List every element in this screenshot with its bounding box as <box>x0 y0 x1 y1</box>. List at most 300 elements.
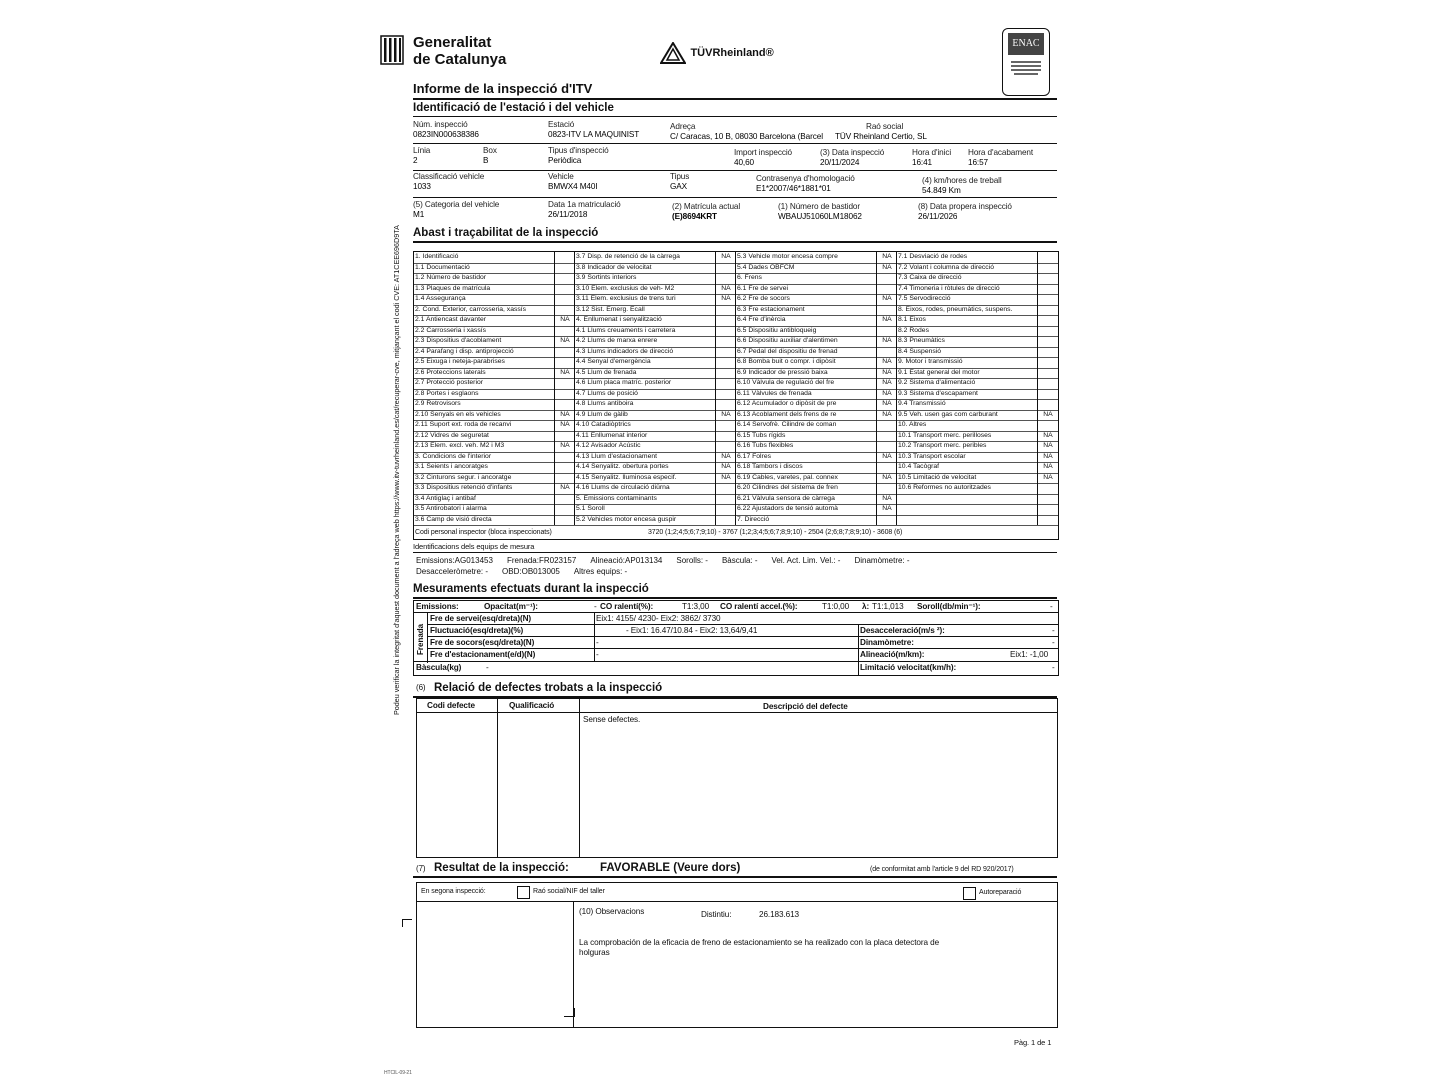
categoria-value: M1 <box>413 210 425 219</box>
abast-item-status <box>877 347 896 358</box>
abast-item: 6.15 Tubs rígids <box>737 431 786 439</box>
abast-item: 2.10 Senyals en els vehicles <box>415 410 501 418</box>
col-descripcio: Descripció del defecte <box>763 702 848 711</box>
abast-item-status <box>716 483 735 494</box>
abast-item-status <box>1038 336 1057 347</box>
abast-item: 10. Altres <box>898 421 927 428</box>
abast-item-status: NA <box>882 505 892 512</box>
abast-item: 4.10 Catadiòptrics <box>576 421 631 428</box>
abast-item-status: NA <box>1043 452 1053 460</box>
tipus-inspeccio-label: Tipus d'inspecció <box>548 146 609 155</box>
abast-item-status <box>716 494 735 505</box>
abast-item-status: NA <box>882 295 892 302</box>
abast-item: 4.14 Senyalitz. obertura portes <box>576 463 669 470</box>
abast-item: 4.7 Llums de posició <box>576 389 638 397</box>
abast-item-status <box>1038 515 1057 526</box>
abast-item: 1.4 Assegurança <box>415 295 466 302</box>
abast-item: 3.1 Seients i ancoratges <box>415 463 488 470</box>
abast-item: 1.3 Plaques de matrícula <box>415 284 491 292</box>
classificacio-value: 1033 <box>413 182 431 191</box>
abast-item: 4.11 Enllumenat interior <box>576 431 648 439</box>
abast-item: 9.5 Veh. usen gas com carburant <box>898 410 998 418</box>
abast-item-status <box>555 473 574 484</box>
abast-item-status: NA <box>1043 463 1053 470</box>
abast-item: 4.4 Senyal d'emergència <box>576 358 651 365</box>
abast-item-status <box>716 336 735 347</box>
abast-item: 3. Condicions de l'interior <box>415 452 492 460</box>
contrasenya-label: Contrasenya d'homologació <box>756 174 855 183</box>
abast-item-status <box>555 284 574 295</box>
abast-item: 6.20 Cilindres del sistema de fren <box>737 484 838 491</box>
abast-item-status: NA <box>560 368 570 376</box>
abast-item: 6.2 Fre de socors <box>737 295 790 302</box>
defectes-title: Relació de defectes trobats a la inspecció <box>434 682 663 694</box>
abast-item: 4. Enllumenat i senyalització <box>576 316 662 323</box>
matricula-label: (2) Matrícula actual <box>672 202 741 211</box>
fre-servei-label: Fre de servei(esq/dreta)(N) <box>430 614 532 623</box>
autoreparacio-label: Autoreparació <box>979 889 1022 896</box>
abast-item: 8.3 Pneumàtics <box>898 337 945 344</box>
abast-item: 6.6 Dispositiu auxiliar d'alentimen <box>737 337 838 344</box>
abast-item-status: NA <box>882 379 892 386</box>
abast-item-status: NA <box>1043 473 1053 481</box>
abast-item: 9.3 Sistema d'escapament <box>898 389 978 397</box>
abast-item: 9.1 Estat general del motor <box>898 368 980 376</box>
abast-item-status: NA <box>560 421 570 428</box>
abast-item: 6.22 Ajustadors de tensió automà <box>737 505 838 512</box>
opacitat-value: - <box>594 602 597 611</box>
fre-estacionament-label: Fre d'estacionament(e/d)(N) <box>430 650 536 659</box>
abast-item: 5.4 Dades OBFCM <box>737 263 795 271</box>
abast-item-status <box>555 263 574 274</box>
hora-inici-label: Hora d'inici <box>912 148 952 157</box>
abast-item-status: NA <box>560 484 570 491</box>
abast-item: 6.9 Indicador de pressió baixa <box>737 368 828 376</box>
dinamometre-value: - <box>1052 638 1055 647</box>
enac-logo-text: ENAC <box>1008 33 1044 55</box>
soroll-label: Soroll(db/min⁻¹): <box>917 602 981 611</box>
abast-item-status: NA <box>721 463 731 470</box>
abast-title: Abast i traçabilitat de la inspecció <box>413 227 599 239</box>
col-qualificacio: Qualificació <box>509 701 555 710</box>
abast-item-status <box>555 389 574 400</box>
abast-item: 2.12 Vidres de seguretat <box>415 431 489 439</box>
abast-item: 2.5 Eixuga i neteja-parabrises <box>415 358 505 365</box>
abast-item-status <box>1038 368 1057 379</box>
km-value: 54.849 Km <box>922 186 961 195</box>
abast-item: 7.4 Timoneria i ròtules de direcció <box>898 284 1000 292</box>
co-accel-value: T1:0,00 <box>822 602 850 611</box>
box-value: B <box>483 156 489 165</box>
abast-item-status <box>555 326 574 337</box>
abast-item-status <box>716 357 735 368</box>
abast-item-status <box>716 389 735 400</box>
abast-item-status <box>555 305 574 316</box>
abast-item-status: NA <box>1043 410 1053 418</box>
bascula-label: Bàscula(kg) <box>416 663 462 672</box>
opacitat-label: Opacitat(m⁻¹): <box>484 602 538 611</box>
rao-taller-label: Raó social/NIF del taller <box>533 888 605 895</box>
abast-item-status <box>716 504 735 515</box>
co-ralenti-value: T1:3,00 <box>682 602 710 611</box>
abast-item: 7. Direcció <box>737 515 770 523</box>
abast-item: 3.11 Elem. exclusius de trens turi <box>576 295 676 302</box>
abast-item-status <box>555 273 574 284</box>
hora-acabament-label: Hora d'acabament <box>968 148 1034 157</box>
abast-item: 9.4 Transmissió <box>898 400 946 407</box>
abast-item-status <box>716 263 735 274</box>
distintiu-value: 26.183.613 <box>759 910 799 919</box>
fre-estacionament-value: - <box>596 650 599 659</box>
abast-item-status <box>877 462 896 473</box>
frenada-vertical-label: Frenada <box>416 623 425 655</box>
abast-item-status <box>877 273 896 284</box>
abast-item: 8. Eixos, rodes, pneumàtics, suspens. <box>898 305 1013 313</box>
abast-item-status: NA <box>882 452 892 460</box>
org-name-line1: Generalitat <box>413 34 492 51</box>
abast-item: 1. Identificació <box>415 253 459 260</box>
equip-item: OBD:OB013005 <box>502 567 560 576</box>
abast-item-status <box>555 431 574 442</box>
report-title: Informe de la inspecció d'ITV <box>413 81 593 96</box>
abast-item: 4.8 Llums antiboira <box>576 400 634 407</box>
abast-item-status <box>1038 420 1057 431</box>
abast-item-status <box>1038 389 1057 400</box>
abast-item: 3.8 Indicador de velocitat <box>576 263 652 271</box>
abast-item: 8.4 Suspensió <box>898 347 942 355</box>
abast-item: 6.21 Vàlvula sensora de càrrega <box>737 494 835 502</box>
abast-item-status <box>716 420 735 431</box>
desacceleracio-value: - <box>1052 626 1055 635</box>
co-accel-label: CO ralentí accel.(%): <box>720 602 798 611</box>
fluctuacio-label: Fluctuació(esq/dreta)(%) <box>430 626 524 635</box>
linia-label: Línia <box>413 146 431 155</box>
estacio-value: 0823-ITV LA MAQUINIST <box>548 130 640 139</box>
abast-item: 4.16 Llums de circulació diürna <box>576 484 670 491</box>
abast-item-status: NA <box>721 473 731 481</box>
abast-item: 6.3 Fre estacionament <box>737 305 805 313</box>
resultat-num: (7) <box>416 864 426 873</box>
import-label: Import inspecció <box>734 148 793 157</box>
limitacio-value: - <box>1052 663 1055 672</box>
equip-item: Frenada:FR023157 <box>506 556 577 565</box>
bascula-value: - <box>486 663 489 672</box>
equip-item: Alineació:AP013134 <box>590 556 663 565</box>
enac-logo <box>1002 28 1050 96</box>
alineacio-value: Eix1: -1,00 <box>1010 650 1049 659</box>
abast-item: 5.2 Vehicles motor encesa guspir <box>576 515 677 523</box>
abast-item-status <box>1038 399 1057 410</box>
page-number: Pàg. 1 de 1 <box>1014 1038 1052 1047</box>
abast-item: 6.8 Bomba buit o compr. i dipòsit <box>737 358 836 365</box>
desacceleracio-label: Desacceleració(m/s ²): <box>860 626 945 635</box>
resultat-value: FAVORABLE (Veure dors) <box>600 862 741 874</box>
num-inspeccio-label: Núm. inspecció <box>413 120 468 129</box>
abast-item: 2.11 Suport ext. roda de recanvi <box>415 421 512 428</box>
abast-item-status: NA <box>721 253 731 260</box>
tipus-label: Tipus <box>670 172 690 181</box>
bastidor-value: WBAUJ51060LM18062 <box>778 212 862 221</box>
autoreparacio-checkbox[interactable] <box>963 887 976 900</box>
abast-item-status <box>1038 284 1057 295</box>
abast-item: 2.2 Carrosseria i xassís <box>415 326 487 334</box>
tipus-value: GAX <box>670 182 687 191</box>
abast-item: 10.5 Limitació de velocitat <box>898 473 977 481</box>
footer-code: HTCIL-09-21 <box>384 1070 412 1076</box>
abast-item-status <box>1038 252 1057 263</box>
abast-item-status: NA <box>882 358 892 365</box>
abast-item-status <box>555 399 574 410</box>
abast-item: 10.4 Tacògraf <box>898 463 940 470</box>
abast-item: 5.3 Vehicle motor encesa compre <box>737 253 838 260</box>
resultat-title: Resultat de la inspecció: <box>434 862 569 874</box>
abast-item: 2.8 Portes i esglaons <box>415 389 479 397</box>
abast-item: 3.9 Sortints interiors <box>576 274 637 281</box>
abast-item: 6.10 Vàlvula de regulació del fre <box>737 379 835 386</box>
observacions-text-line1: La comprobación de la eficacia de freno de estacionamiento se ha realizado con la placa detectora de <box>579 938 940 947</box>
categoria-label: (5) Categoria del vehicle <box>413 200 500 209</box>
abast-item-status <box>1038 494 1057 505</box>
abast-item: 2.1 Antiencast davanter <box>415 316 487 323</box>
abast-item: 9.2 Sistema d'alimentació <box>898 379 976 386</box>
abast-item-status <box>716 368 735 379</box>
taller-checkbox[interactable] <box>517 886 530 899</box>
fre-servei-value: Eix1: 4155/ 4230- Eix2: 3862/ 3730 <box>596 614 721 623</box>
adreca-label: Adreça <box>670 122 696 131</box>
abast-item: 4.1 Llums creuaments i carretera <box>576 326 676 334</box>
dinamometre-label: Dinamòmetre: <box>860 638 914 647</box>
abast-item: 2.3 Dispositius d'acoblament <box>415 337 502 344</box>
data-matriculacio-label: Data 1a matriculació <box>548 200 621 209</box>
abast-item-status <box>716 515 735 526</box>
abast-item: 7.2 Volant i columna de direcció <box>898 263 994 271</box>
abast-item-status <box>877 441 896 452</box>
abast-item-status <box>716 378 735 389</box>
abast-item: 8.2 Rodes <box>898 326 929 334</box>
abast-item: 10.1 Transport merc. perilloses <box>898 431 992 439</box>
abast-item-status: NA <box>721 410 731 418</box>
abast-item-status <box>555 494 574 505</box>
side-verification-text: Podeu verificar la integritat d'aquest document a l'adreça web https://www.itv-tuvrheinland.es/cat/recuperar-cve, mitjançant el codi CVE: AT1CEE696D9TA <box>392 225 401 715</box>
abast-item: 3.12 Sist. Emerg. Ecall <box>576 305 645 313</box>
alineacio-label: Alineació(m/km): <box>860 650 925 659</box>
defectes-table <box>416 698 1058 858</box>
abast-item-status <box>716 326 735 337</box>
tuv-logo-text: TÜVRheinland® <box>690 47 774 59</box>
abast-item-status <box>1038 357 1057 368</box>
abast-item: 2.9 Retrovisors <box>415 400 461 407</box>
abast-item: 1.2 Número de bastidor <box>415 274 487 281</box>
contrasenya-value: E1*2007/46*1881*01 <box>756 184 831 193</box>
mesuraments-title: Mesuraments efectuats durant la inspecció <box>413 583 649 595</box>
abast-item-status: NA <box>882 316 892 323</box>
rao-social-label: Raó social <box>866 122 904 131</box>
abast-item <box>897 494 1037 505</box>
vehicle-value: BMWX4 M40I <box>548 182 598 191</box>
abast-item-status <box>716 399 735 410</box>
equips-line-1 <box>416 556 924 565</box>
abast-item: 6. Frens <box>737 274 762 281</box>
abast-item-status: NA <box>721 284 731 292</box>
abast-item-status: NA <box>882 253 892 260</box>
abast-item: 8.1 Eixos <box>898 316 926 323</box>
resultat-box <box>416 882 1058 1028</box>
distintiu-label: Distintiu: <box>701 910 732 919</box>
abast-item-status <box>555 504 574 515</box>
abast-item: 6.18 Tambors i discos <box>737 463 803 470</box>
abast-item: 3.5 Antirobatori i alarma <box>415 505 487 512</box>
abast-item-status <box>1038 378 1057 389</box>
abast-item: 2.7 Protecció posterior <box>415 379 484 386</box>
generalitat-emblem-icon <box>380 34 404 66</box>
abast-item: 2. Cond. Exterior, carrosseria, xassís <box>415 305 527 313</box>
rao-social-value: TÜV Rheinland Certio, SL <box>835 132 927 141</box>
abast-item-status <box>716 273 735 284</box>
abast-item-status: NA <box>882 368 892 376</box>
abast-item-status <box>877 284 896 295</box>
limitacio-label: Limitació velocitat(km/h): <box>860 663 957 672</box>
abast-item: 5.1 Soroll <box>576 505 605 512</box>
tuv-logo <box>660 42 774 64</box>
abast-item-status: NA <box>721 452 731 460</box>
import-value: 40,60 <box>734 158 754 167</box>
abast-item-status: NA <box>882 337 892 344</box>
abast-item: 4.6 Llum placa matríc. posterior <box>576 379 672 386</box>
fre-socors-label: Fre de socors(esq/dreta)(N) <box>430 638 535 647</box>
resultat-note: (de conformitat amb l'article 9 del RD 920/2017) <box>870 866 1014 873</box>
abast-item: 6.1 Fre de servei <box>737 284 788 292</box>
col-codi-defecte: Codi defecte <box>427 701 475 710</box>
tuv-triangle-icon <box>660 42 686 64</box>
abast-item-status <box>555 357 574 368</box>
equip-item: Vel. Act. Lim. Vel.: - <box>771 556 841 565</box>
abast-item-status <box>716 305 735 316</box>
abast-item-status <box>1038 504 1057 515</box>
abast-item-status <box>1038 347 1057 358</box>
abast-item: 4.15 Senyalitz. lluminosa especif. <box>576 473 677 481</box>
vehicle-label: Vehicle <box>548 172 574 181</box>
abast-item-status: NA <box>1043 431 1053 439</box>
abast-item-status <box>1038 326 1057 337</box>
abast-item: 4.3 Llums indicadors de direcció <box>576 347 674 355</box>
abast-item: 9. Motor i transmissió <box>898 358 963 365</box>
abast-item: 6.11 Vàlvules de frenada <box>737 389 812 397</box>
box-label: Box <box>483 146 497 155</box>
abast-item: 6.4 Fre d'inèrcia <box>737 316 786 323</box>
abast-item: 3.10 Elem. exclusius de veh- M2 <box>576 284 675 292</box>
abast-item-status: NA <box>882 263 892 271</box>
soroll-value: - <box>1050 602 1053 611</box>
fluctuacio-value: - Eix1: 16.47/10.84 - Eix2: 13,64/9,41 <box>626 626 758 635</box>
equip-item: Dinamòmetre: - <box>854 556 910 565</box>
segona-inspeccio-label: En segona inspecció: <box>421 888 486 895</box>
abast-item-status <box>716 315 735 326</box>
abast-item: 3.6 Camp de visió directa <box>415 515 492 523</box>
abast-item-status <box>877 305 896 316</box>
abast-item-status <box>555 252 574 263</box>
tipus-inspeccio-value: Periòdica <box>548 156 582 165</box>
defectes-num: (6) <box>416 683 426 692</box>
abast-item: 10.6 Reformes no autoritzades <box>898 484 991 491</box>
abast-item-status <box>555 515 574 526</box>
abast-item: 3.7 Disp. de retenció de la càrrega <box>576 253 680 260</box>
abast-item-status: NA <box>560 410 570 418</box>
lambda-label: λ: <box>862 602 870 611</box>
matricula-value: (E)8694KRT <box>672 212 717 221</box>
abast-item: 6.17 Folres <box>737 452 772 460</box>
abast-item: 6.19 Cables, varetes, pal. connex <box>737 473 838 481</box>
abast-item-status <box>555 452 574 463</box>
identification-title: Identificació de l'estació i del vehicle <box>413 102 614 114</box>
bastidor-label: (1) Número de bastidor <box>778 202 860 211</box>
abast-item <box>897 515 1037 526</box>
abast-item: 6.7 Pedal del dispositiu de frenad <box>737 347 838 355</box>
emissions-label: Emissions: <box>416 602 459 611</box>
km-label: (4) km/hores de treball <box>922 176 1002 185</box>
equip-item: Bàscula: - <box>721 556 758 565</box>
data-propera-label: (8) Data propera inspecció <box>918 202 1012 211</box>
abast-item-status <box>555 378 574 389</box>
abast-item-status <box>555 347 574 358</box>
abast-item: 4.5 Llum de frenada <box>576 368 637 376</box>
abast-item: 2.6 Proteccions laterals <box>415 368 486 376</box>
abast-item: 4.12 Avisador Acústic <box>576 442 641 449</box>
abast-item-status <box>716 347 735 358</box>
abast-item: 4.13 Llum d'estacionament <box>576 452 658 460</box>
abast-item-status: NA <box>560 316 570 323</box>
abast-item-status <box>716 431 735 442</box>
equip-item: Sorolls: - <box>676 556 708 565</box>
abast-item: 7.5 Servodirecció <box>898 295 951 302</box>
num-inspeccio-value: 0823IN000638386 <box>413 130 479 139</box>
data-inspeccio-value: 20/11/2024 <box>820 158 860 167</box>
abast-item-status: NA <box>882 389 892 397</box>
abast-item: 7.3 Caixa de direcció <box>898 274 962 281</box>
abast-item: 3.4 Antiglaç i antibaf <box>415 494 476 502</box>
abast-item-status <box>1038 263 1057 274</box>
abast-item-status: NA <box>882 473 892 481</box>
abast-item-status <box>555 294 574 305</box>
abast-item-status <box>877 515 896 526</box>
abast-item-status: NA <box>882 400 892 407</box>
abast-item-status <box>1038 315 1057 326</box>
abast-item: 4.2 Llums de marxa enrere <box>576 337 658 344</box>
abast-item: 1.1 Documentació <box>415 263 470 271</box>
observacions-label: (10) Observacions <box>579 907 645 916</box>
equip-item: Emissions:AG013453 <box>416 556 493 565</box>
data-matriculacio-value: 26/11/2018 <box>548 210 588 219</box>
observacions-text-line2: holguras <box>579 948 610 957</box>
abast-item: 2.13 Elem. excl. veh. M2 i M3 <box>415 442 505 449</box>
data-inspeccio-label: (3) Data inspecció <box>820 148 885 157</box>
mesuraments-table <box>413 600 1059 676</box>
abast-item: 3.2 Cinturons segur. i ancoratge <box>415 473 512 481</box>
abast-item: 4.9 Llum de gàlib <box>576 410 628 418</box>
abast-item-status <box>877 483 896 494</box>
abast-item-status <box>1038 483 1057 494</box>
abast-item-status <box>877 431 896 442</box>
co-ralenti-label: CO ralentí(%): <box>600 602 654 611</box>
adreca-value: C/ Caracas, 10 B, 08030 Barcelona (Barcel <box>670 132 823 141</box>
abast-grid <box>413 251 1059 540</box>
abast-item: 6.12 Acumulador o dipòsit de pre <box>737 400 837 407</box>
classificacio-label: Classificació vehicle <box>413 172 485 181</box>
abast-item-status: NA <box>1043 442 1053 449</box>
abast-item-status: NA <box>721 295 731 302</box>
abast-item: 3.3 Dispositius retenció d'infants <box>415 484 513 491</box>
org-name-line2: de Catalunya <box>413 51 507 68</box>
abast-item: 7.1 Desviació de rodes <box>898 253 968 260</box>
